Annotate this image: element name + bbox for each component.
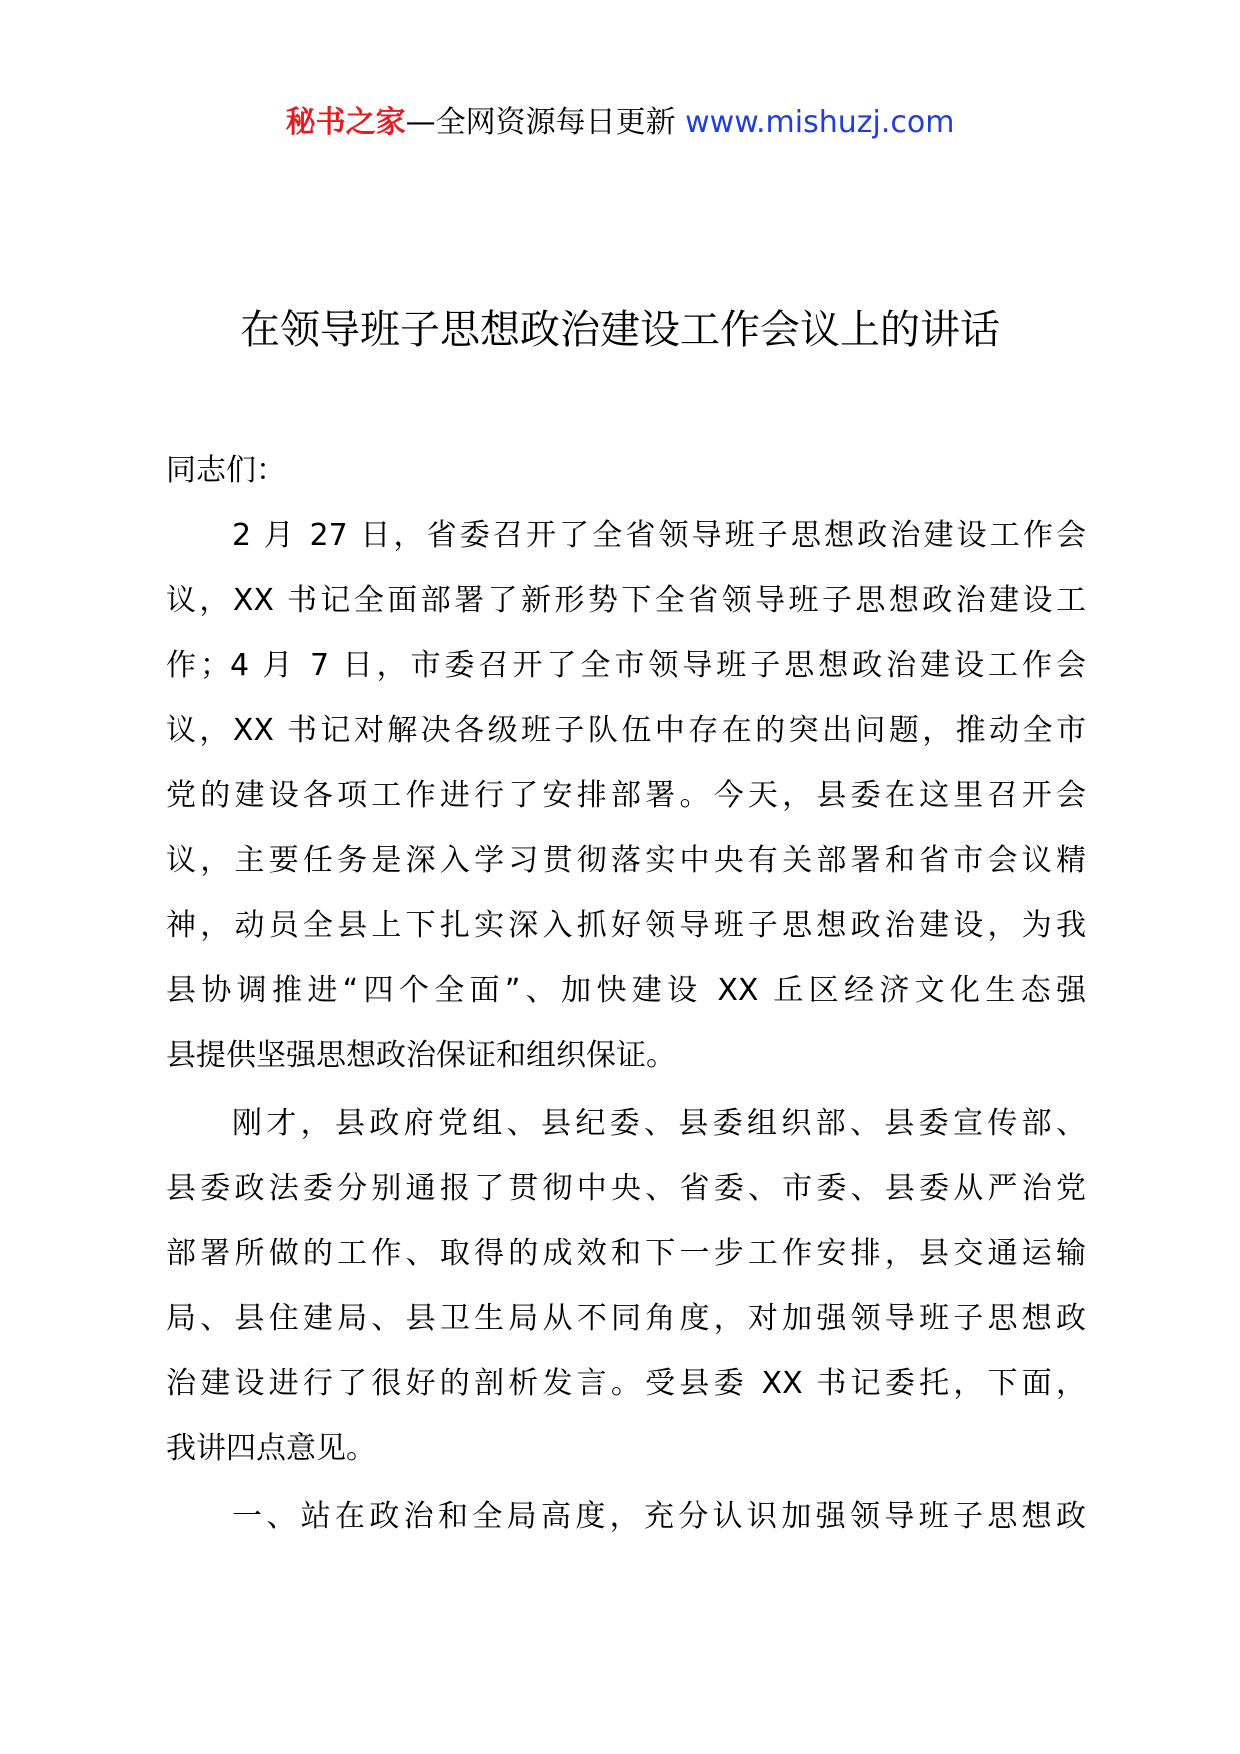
paragraph-line: 党的建设各项工作进行了安排部署。今天，县委在这里召开会 [166,778,1086,813]
site-brand: 秘书之家 [285,105,406,140]
paragraph-line: 议，XX 书记对解决各级班子队伍中存在的突出问题，推动全市 [166,713,1086,748]
document-title: 在领导班子思想政治建设工作会议上的讲话 [240,307,1000,353]
paragraph-2 [166,1091,1086,1481]
paragraph-line: 县委政法委分别通报了贯彻中央、省委、市委、县委从严治党 [166,1171,1086,1206]
paragraph-line: 刚才，县政府党组、县纪委、县委组织部、县委宣传部、 [232,1106,1086,1141]
section-heading: 一、站在政治和全局高度，充分认识加强领导班子思想政 [232,1499,1086,1534]
paragraph-line: 部署所做的工作、取得的成效和下一步工作安排，县交通运输 [166,1236,1086,1271]
paragraph-line: 2 月 27 日，省委召开了全省领导班子思想政治建设工作会 [232,518,1086,553]
site-header [0,100,1240,146]
site-tagline: —全网资源每日更新 [405,105,676,140]
paragraph-line: 议，主要任务是深入学习贯彻落实中央有关部署和省市会议精 [166,843,1086,878]
paragraph-line: 县提供坚强思想政治保证和组织保证。 [166,1038,676,1073]
paragraph-line: 我讲四点意见。 [166,1431,376,1466]
paragraph-1 [166,503,1086,1088]
salutation: 同志们： [166,453,286,488]
paragraph-line: 作；4 月 7 日，市委召开了全市领导班子思想政治建设工作会 [166,648,1086,683]
paragraph-line: 治建设进行了很好的剖析发言。受县委 XX 书记委托，下面， [166,1366,1086,1401]
document-body [166,438,1086,1549]
paragraph-line: 局、县住建局、县卫生局从不同角度，对加强领导班子思想政 [166,1301,1086,1336]
paragraph-line: 议，XX 书记全面部署了新形势下全省领导班子思想政治建设工 [166,583,1086,618]
paragraph-line: 神，动员全县上下扎实深入抓好领导班子思想政治建设，为我 [166,908,1086,943]
paragraph-line: 县协调推进“四个全面”、加快建设 XX 丘区经济文化生态强 [166,973,1086,1008]
site-url[interactable]: www.mishuzj.com [685,105,955,140]
